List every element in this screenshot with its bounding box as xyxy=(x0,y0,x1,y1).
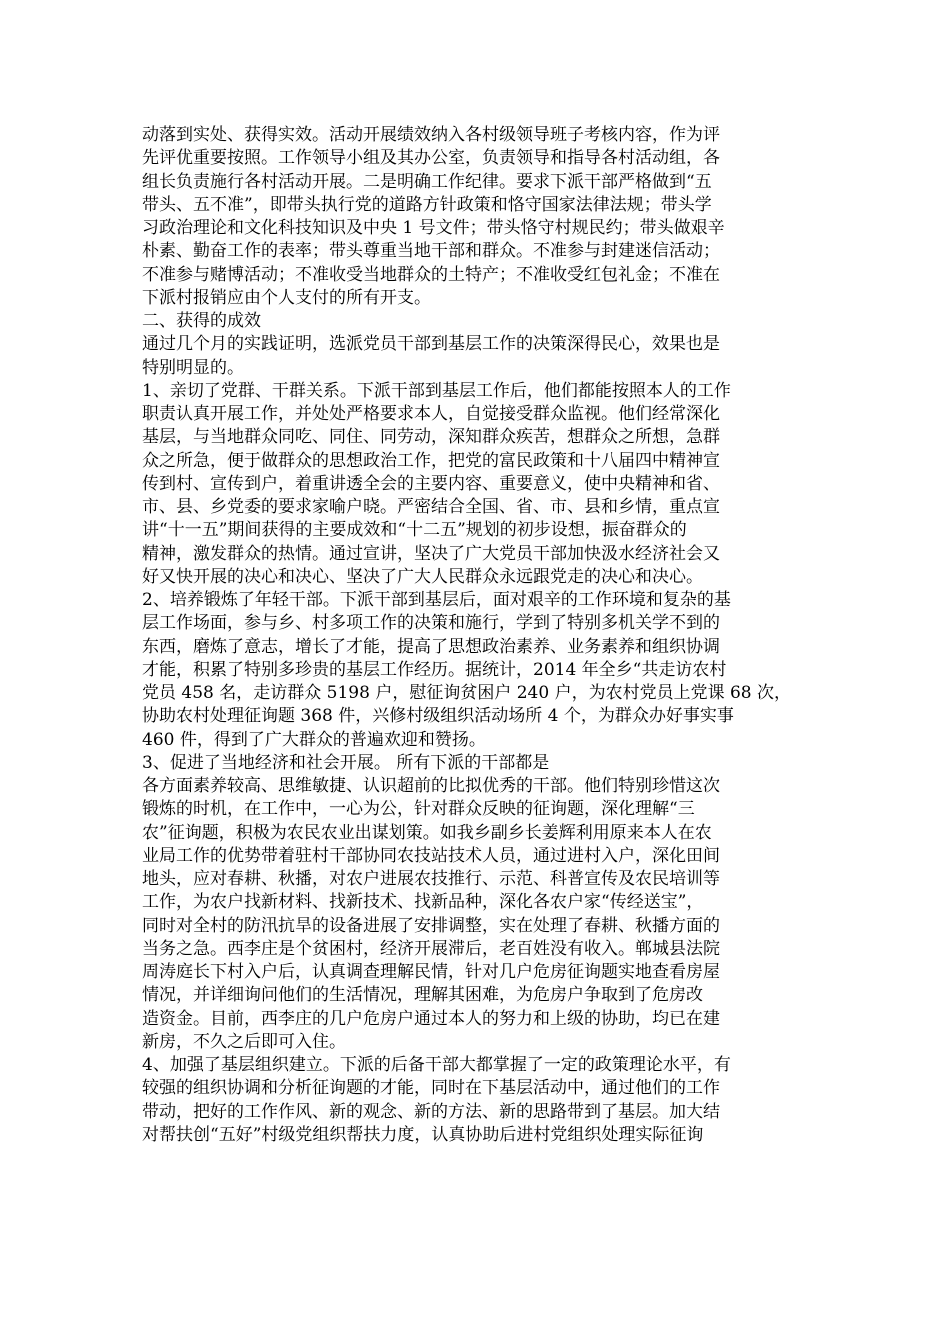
text-line: 不准参与赌博活动；不准收受当地群众的土特产；不准收受红包礼金；不准在 xyxy=(142,264,720,285)
text-line: 精神，激发群众的热情。通过宣讲，坚决了广大党员干部加快汲水经济社会又 xyxy=(142,543,720,564)
text-line: 市、县、乡党委的要求家喻户晓。严密结合全国、省、市、县和乡情，重点宣 xyxy=(142,497,720,517)
text-line: 2、培养锻炼了年轻干部。下派干部到基层后，面对艰辛的工作环境和复杂的基 xyxy=(142,590,731,610)
text-line: 锻炼的时机，在工作中，一心为公，针对群众反映的征询题，深化理解“三 xyxy=(142,799,695,820)
text-line: 朴素、勤奋工作的表率；带头尊重当地干部和群众。不准参与封建迷信活动； xyxy=(142,241,720,262)
text-line: 先评优重要按照。工作领导小组及其办公室，负责领导和指导各村活动组，各 xyxy=(142,148,720,169)
text-line: 通过几个月的实践证明，选派党员干部到基层工作的决策深得民心，效果也是 xyxy=(142,334,720,355)
text-line: 协助农村处理征询题 368 件，兴修村级组织活动场所 4 个，为群众办好事实事 xyxy=(142,706,734,727)
text-line: 带动，把好的工作作风、新的观念、新的方法、新的思路带到了基层。加大结 xyxy=(142,1101,720,1122)
text-line: 当务之急。西李庄是个贫困村，经济开展滞后，老百姓没有收入。郸城县法院 xyxy=(142,938,720,959)
text-line: 农”征询题，积极为农民农业出谋划策。如我乡副乡长姜辉利用原来本人在农 xyxy=(142,822,712,843)
text-line: 对帮扶创“五好”村级党组织帮扶力度，认真协助后进村党组织处理实际征询 xyxy=(142,1124,704,1145)
text-line: 工作，为农户找新材料、找新技术、找新品种，深化各农户家“传经送宝”， xyxy=(142,892,704,913)
text-line: 好又快开展的决心和决心、坚决了广大人民群众永远跟党走的决心和决心。 xyxy=(142,566,703,587)
text-line: 460 件，得到了广大群众的普遍欢迎和赞扬。 xyxy=(142,729,486,750)
text-line: 3、促进了当地经济和社会开展。 所有下派的干部都是 xyxy=(142,752,550,773)
section-heading: 二、获得的成效 xyxy=(142,311,261,331)
text-line: 基层，与当地群众同吃、同住、同劳动，深知群众疾苦，想群众之所想，急群 xyxy=(142,427,720,448)
text-line: 特别明显的。 xyxy=(142,357,244,378)
text-line: 才能，积累了特别多珍贵的基层工作经历。据统计，2014 年全乡“共走访农村 xyxy=(142,659,727,680)
text-line: 组长负责施行各村活动开展。二是明确工作纪律。要求下派干部严格做到“五 xyxy=(142,171,712,192)
text-line: 周涛庭长下村入户后，认真调查理解民情，针对几户危房征询题实地查看房屋 xyxy=(142,962,720,982)
text-line: 同时对全村的防汛抗旱的设备进展了安排调整，实在处理了春耕、秋播方面的 xyxy=(142,915,720,936)
text-line: 讲“十一五”期间获得的主要成效和“十二五”规划的初步设想，振奋群众的 xyxy=(142,520,687,541)
text-line: 党员 458 名，走访群众 5198 户，慰征询贫困户 240 户，为农村党员上党课 68 次， xyxy=(142,683,792,703)
text-line: 习政治理论和文化科技知识及中央 1 号文件；带头恪守村规民约；带头做艰辛 xyxy=(142,218,725,238)
text-line: 业局工作的优势带着驻村干部协同农技站技术人员，通过进村入户，深化田间 xyxy=(142,845,720,866)
text-line: 传到村、宣传到户，着重讲透全会的主要内容、重要意义，使中央精神和省、 xyxy=(142,473,720,494)
text-line: 下派村报销应由个人支付的所有开支。 xyxy=(142,287,431,308)
text-line: 东西，磨炼了意志，增长了才能，提高了思想政治素养、业务素养和组织协调 xyxy=(142,636,720,657)
text-line: 职责认真开展工作，并处处严格要求本人，自觉接受群众监视。他们经常深化 xyxy=(142,404,720,424)
text-line: 动落到实处、获得实效。活动开展绩效纳入各村级领导班子考核内容，作为评 xyxy=(142,125,720,145)
text-line: 情况，并详细询问他们的生活情况，理解其困难，为危房户争取到了危房改 xyxy=(142,985,703,1006)
document-body xyxy=(142,124,822,1147)
text-line: 较强的组织协调和分析征询题的才能，同时在下基层活动中，通过他们的工作 xyxy=(142,1078,720,1099)
text-line: 层工作场面，参与乡、村多项工作的决策和施行，学到了特别多机关学不到的 xyxy=(142,613,720,634)
text-line: 众之所急，便于做群众的思想政治工作，把党的富民政策和十八届四中精神宣 xyxy=(142,450,720,471)
text-line: 造资金。目前，西李庄的几户危房户通过本人的努力和上级的协助，均已在建 xyxy=(142,1008,720,1029)
text-line: 4、加强了基层组织建立。下派的后备干部大都掌握了一定的政策理论水平，有 xyxy=(142,1055,731,1075)
text-line: 地头，应对春耕、秋播，对农户进展农技推行、示范、科普宣传及农民培训等 xyxy=(142,869,720,889)
text-line: 带头、五不准”，即带头执行党的道路方针政策和恪守国家法律法规；带头学 xyxy=(142,194,712,215)
text-line: 新房，不久之后即可入住。 xyxy=(142,1031,346,1052)
text-line: 各方面素养较高、思维敏捷、认识超前的比拟优秀的干部。他们特别珍惜这次 xyxy=(142,776,720,796)
text-line: 1、亲切了党群、干群关系。下派干部到基层工作后，他们都能按照本人的工作 xyxy=(142,380,731,401)
